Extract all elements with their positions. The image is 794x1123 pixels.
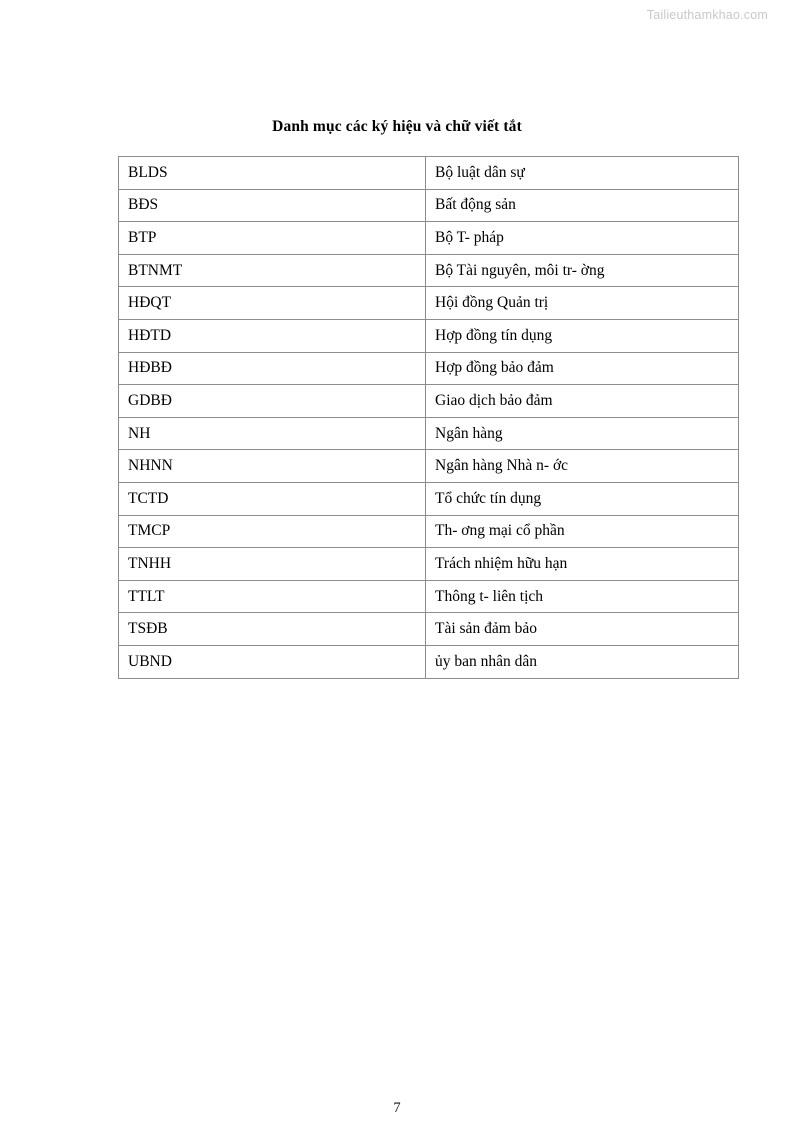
meaning-cell: Bất động sản [426,189,739,222]
meaning-cell: Hợp đồng bảo đảm [426,352,739,385]
abbreviation-cell: HĐQT [119,287,426,320]
table-row [119,222,739,255]
abbreviation-cell: TMCP [119,515,426,548]
table-row [119,482,739,515]
meaning-cell: Ngân hàng Nhà n- ớc [426,450,739,483]
abbreviation-cell: BTP [119,222,426,255]
meaning-cell: Hợp đồng tín dụng [426,319,739,352]
meaning-cell: Bộ Tài nguyên, môi tr- ờng [426,254,739,287]
table-row [119,385,739,418]
site-watermark: Tailieuthamkhao.com [646,8,768,22]
table-row [119,580,739,613]
table-row [119,645,739,678]
abbreviation-cell: GDBĐ [119,385,426,418]
abbreviation-cell: BLDS [119,157,426,190]
abbreviation-cell: TCTD [119,482,426,515]
abbreviation-cell: NHNN [119,450,426,483]
table-row [119,157,739,190]
abbreviation-cell: HĐBĐ [119,352,426,385]
meaning-cell: Hội đồng Quản trị [426,287,739,320]
abbreviation-cell: NH [119,417,426,450]
meaning-cell: Th- ơng mại cổ phần [426,515,739,548]
table-row [119,287,739,320]
page-title: Danh mục các ký hiệu và chữ viết tắt [272,118,522,135]
abbreviation-cell: TNHH [119,548,426,581]
page-number: 7 [393,1100,401,1116]
abbreviation-cell: BTNMT [119,254,426,287]
table-row [119,548,739,581]
table-row [119,613,739,646]
table-row [119,417,739,450]
abbreviation-cell: BĐS [119,189,426,222]
meaning-cell: Bộ luật dân sự [426,157,739,190]
meaning-cell: Ngân hàng [426,417,739,450]
abbreviation-cell: HĐTD [119,319,426,352]
abbreviation-cell: TTLT [119,580,426,613]
meaning-cell: Thông t- liên tịch [426,580,739,613]
table-row [119,450,739,483]
meaning-cell: ủy ban nhân dân [426,645,739,678]
table-row [119,515,739,548]
meaning-cell: Giao dịch bảo đảm [426,385,739,418]
abbreviations-table-body [119,157,739,679]
meaning-cell: Tài sản đảm bảo [426,613,739,646]
meaning-cell: Tổ chức tín dụng [426,482,739,515]
table-row [119,352,739,385]
table-row [119,254,739,287]
abbreviation-cell: UBND [119,645,426,678]
table-row [119,319,739,352]
table-row [119,189,739,222]
abbreviations-table [118,156,739,679]
meaning-cell: Trách nhiệm hữu hạn [426,548,739,581]
abbreviation-cell: TSĐB [119,613,426,646]
meaning-cell: Bộ T- pháp [426,222,739,255]
